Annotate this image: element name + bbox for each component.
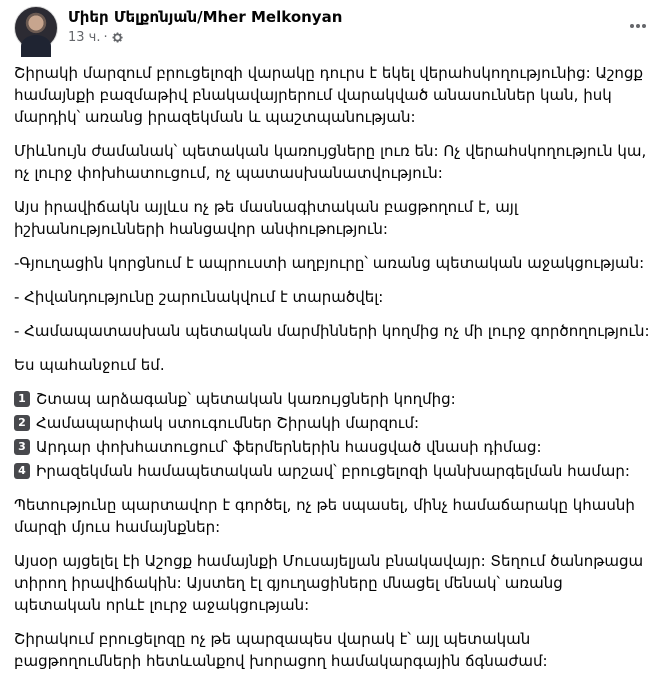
author-avatar[interactable] (14, 6, 58, 50)
post-paragraph: Այսօր այցելել էի Աշոցք համայնքի Մուսայելյան բնակավայր: Տեղում ծանոթացա տիրող իրավիճակին: Այստեղ էլ գյուղացիները մնացել մենակ՝ առանց պետական որևէ լուրջ աջակցության: (14, 552, 644, 614)
keycap-number-icon: 3 (14, 439, 30, 455)
post-paragraph: Պետությունը պարտավոր է գործել, ոչ թե սպասել, մինչ համաճարակը կհասնի մարզի մյուս համայնքներ: (14, 496, 635, 536)
post-meta (68, 7, 342, 46)
post-timestamp[interactable]: 13 ч. (68, 30, 101, 45)
post-paragraph: Շիրակի մարզում բրուցելոզի վարակը դուրս է եկել վերահսկողությունից: Աշոցք համայնքի բազմաթիվ բնակավայրերում վարակված անասուններ կան, իսկ մարդիկ՝ առանց իրազեկման և պաշտպանության: (14, 64, 643, 126)
more-options-button[interactable] (623, 14, 653, 38)
post-subline (68, 29, 342, 46)
keycap-number-icon: 1 (14, 391, 30, 407)
post-paragraph: - Հիվանդությունը շարունակվում է տարածվել: (14, 288, 384, 306)
demands-list (14, 388, 654, 482)
list-item-text: Համապարփակ ստուգումներ Շիրակի մարզում: (36, 414, 420, 432)
post-paragraph: Այս իրավիճակն այլևս ոչ թե մասնագիտական բացթողում է, այլ իշխանությունների հանցավոր անփութություն: (14, 198, 518, 238)
post-header (14, 6, 653, 52)
author-name[interactable]: Միեր Մելքոնյան/Mher Melkonyan (68, 8, 343, 26)
list-item (14, 460, 654, 482)
list-item-text: Իրազեկման համապետական արշավ՝ բրուցելոզի կանխարգելման համար: (36, 462, 630, 480)
list-item (14, 412, 654, 434)
separator-dot: · (103, 30, 108, 45)
list-item-text: Շտապ արձագանք՝ պետական կառույցների կողմից: (36, 390, 456, 408)
post-paragraph: Շիրակում բրուցելոզը ոչ թե պարզապես վարակ է՝ այլ պետական բացթողումների հետևանքով խորացող համակարգային ճգնաժամ: (14, 630, 548, 670)
post-body (14, 62, 654, 684)
post-paragraph: Միևնույն ժամանակ՝ պետական կառույցները լուռ են: Ոչ վերահսկողություն կա, ոչ լուրջ փոխհատուցում, ոչ պատասխանատվություն: (14, 142, 647, 182)
list-item (14, 436, 654, 458)
post-paragraph: -Գյուղացին կորցնում է ապրուստի աղբյուրը՝ առանց պետական աջակցության: (14, 254, 645, 272)
list-item-text: Արդար փոխհատուցում՝ ֆերմերներին հասցված վնասի դիմաց: (36, 438, 542, 456)
post-paragraph: Ես պահանջում եմ. (14, 356, 165, 374)
keycap-number-icon: 4 (14, 463, 30, 479)
keycap-number-icon: 2 (14, 415, 30, 431)
more-horizontal-icon (629, 23, 647, 29)
post-paragraph: - Համապատասխան պետական մարմինների կողմից ոչ մի լուրջ գործողություն: (14, 322, 650, 340)
gear-icon[interactable] (111, 31, 124, 44)
list-item (14, 388, 654, 410)
